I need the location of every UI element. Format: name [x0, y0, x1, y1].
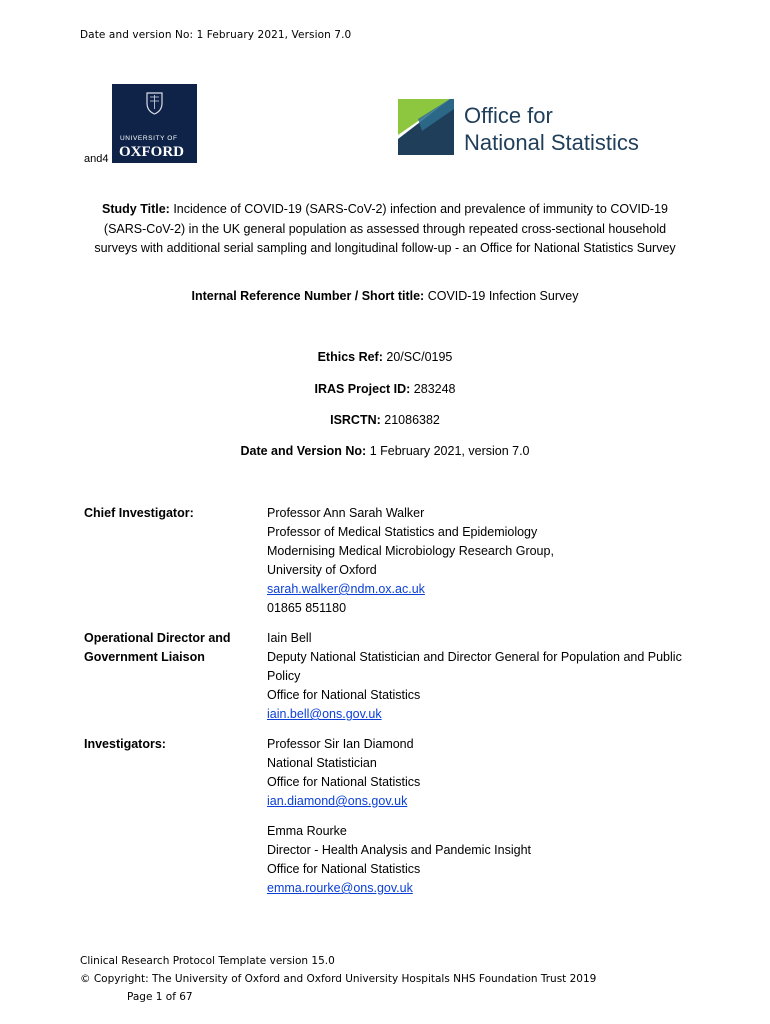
director-name: Iain Bell — [267, 631, 312, 645]
date-version-value: 1 February 2021, version 7.0 — [366, 444, 530, 458]
ons-logo — [398, 99, 680, 155]
investigator-1-role: National Statistician — [267, 756, 377, 770]
director-block — [267, 629, 687, 724]
director-label-line1: Operational Director and — [84, 631, 231, 645]
chief-email-link[interactable]: sarah.walker@ndm.ox.ac.uk — [267, 582, 425, 596]
short-title — [90, 287, 680, 307]
investigator-1-block — [267, 735, 687, 811]
isrctn-value: 21086382 — [380, 413, 440, 427]
header-date-version: Date and version No: 1 February 2021, Version 7.0 — [80, 29, 352, 41]
chief-org: University of Oxford — [267, 563, 377, 577]
chief-investigator-block — [267, 504, 687, 618]
chief-name: Professor Ann Sarah Walker — [267, 506, 425, 520]
investigator-1-name: Professor Sir Ian Diamond — [267, 737, 414, 751]
chief-role: Professor of Medical Statistics and Epidemiology — [267, 525, 538, 539]
investigator-2-email-link[interactable]: emma.rourke@ons.gov.uk — [267, 881, 413, 895]
footer — [80, 952, 596, 1006]
director-org: Office for National Statistics — [267, 688, 421, 702]
ons-mark-icon — [398, 99, 680, 155]
footer-copyright: © Copyright: The University of Oxford and Oxford University Hospitals NHS Foundation Trust 2019 — [80, 973, 597, 985]
study-title — [90, 200, 680, 259]
investigator-1-org: Office for National Statistics — [267, 775, 421, 789]
investigator-2-role: Director - Health Analysis and Pandemic Insight — [267, 843, 532, 857]
director-label-line2: Government Liaison — [84, 650, 205, 664]
study-title-label: Study Title: — [102, 202, 170, 216]
director-email-link[interactable]: iain.bell@ons.gov.uk — [267, 707, 382, 721]
and-text: and4 — [84, 153, 109, 165]
isrctn — [90, 411, 680, 431]
investigator-2-block — [267, 822, 687, 898]
iras-id — [90, 380, 680, 400]
director-label — [84, 629, 231, 667]
date-version-label: Date and Version No: — [240, 444, 367, 458]
director-role: Deputy National Statistician and Director General for Population and Public Policy — [267, 650, 682, 683]
date-version — [90, 442, 680, 462]
study-title-text: Incidence of COVID-19 (SARS-CoV-2) infection and prevalence of immunity to COVID-19 (SARS-CoV-2) in the UK general population as assessed through repeated cross-sectional household surveys with additional serial sampling and longitudinal follow-up - an Office for National Statistics Survey — [94, 202, 676, 255]
iras-id-label: IRAS Project ID: — [314, 382, 411, 396]
oxford-logo-line2: OXFORD — [119, 144, 184, 160]
investigator-2-org: Office for National Statistics — [267, 862, 421, 876]
oxford-logo-line1: UNIVERSITY OF — [120, 135, 178, 142]
ethics-ref-value: 20/SC/0195 — [382, 350, 453, 364]
footer-page-number: Page 1 of 67 — [127, 991, 193, 1003]
chief-investigator-label: Chief Investigator: — [84, 506, 194, 520]
chief-group: Modernising Medical Microbiology Research Group, — [267, 544, 554, 558]
oxford-crest-icon — [112, 84, 197, 163]
iras-id-value: 283248 — [410, 382, 456, 396]
short-title-value: COVID-19 Infection Survey — [424, 289, 579, 303]
ons-logo-line1: Office for — [464, 103, 553, 128]
footer-template: Clinical Research Protocol Template version 15.0 — [80, 955, 335, 967]
investigators-label: Investigators: — [84, 737, 166, 751]
short-title-label: Internal Reference Number / Short title: — [191, 289, 425, 303]
oxford-logo — [112, 84, 197, 163]
ons-logo-line2: National Statistics — [464, 130, 639, 155]
chief-phone: 01865 851180 — [267, 601, 347, 615]
investigator-2-name: Emma Rourke — [267, 824, 347, 838]
isrctn-label: ISRCTN: — [330, 413, 381, 427]
investigator-1-email-link[interactable]: ian.diamond@ons.gov.uk — [267, 794, 408, 808]
ethics-ref — [90, 348, 680, 368]
ethics-ref-label: Ethics Ref: — [317, 350, 383, 364]
